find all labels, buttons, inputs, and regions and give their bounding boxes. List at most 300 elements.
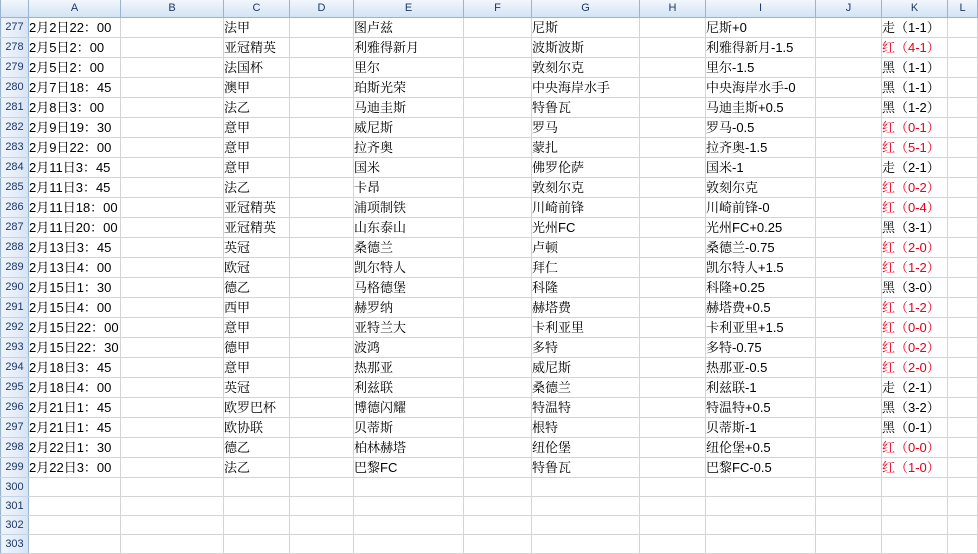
column-header-b[interactable]: B: [121, 0, 224, 17]
cell-b-301[interactable]: [121, 496, 224, 515]
cell-k-286[interactable]: 红（0-4）: [882, 197, 948, 217]
row-header[interactable]: 277: [1, 17, 29, 37]
cell-d-303[interactable]: [290, 534, 354, 553]
cell-h-290[interactable]: [640, 277, 706, 297]
table-row[interactable]: [1, 496, 978, 515]
cell-h-289[interactable]: [640, 257, 706, 277]
cell-e-288[interactable]: 桑德兰: [354, 237, 464, 257]
column-header-a[interactable]: A: [29, 0, 121, 17]
cell-d-277[interactable]: [290, 17, 354, 37]
cell-c-299[interactable]: 法乙: [224, 457, 290, 477]
row-header[interactable]: 297: [1, 417, 29, 437]
cell-e-296[interactable]: 博德闪耀: [354, 397, 464, 417]
cell-f-289[interactable]: [464, 257, 532, 277]
cell-h-288[interactable]: [640, 237, 706, 257]
cell-b-287[interactable]: [121, 217, 224, 237]
cell-e-290[interactable]: 马格德堡: [354, 277, 464, 297]
cell-k-285[interactable]: 红（0-2）: [882, 177, 948, 197]
cell-b-278[interactable]: [121, 37, 224, 57]
cell-b-282[interactable]: [121, 117, 224, 137]
cell-c-294[interactable]: 意甲: [224, 357, 290, 377]
column-header-k[interactable]: K: [882, 0, 948, 17]
cell-d-301[interactable]: [290, 496, 354, 515]
cell-j-300[interactable]: [816, 477, 882, 496]
cell-h-293[interactable]: [640, 337, 706, 357]
cell-l-279[interactable]: [948, 57, 978, 77]
cell-h-284[interactable]: [640, 157, 706, 177]
cell-c-298[interactable]: 德乙: [224, 437, 290, 457]
row-header[interactable]: 303: [1, 534, 29, 553]
row-header[interactable]: 286: [1, 197, 29, 217]
table-row[interactable]: [1, 277, 978, 297]
row-header[interactable]: 302: [1, 515, 29, 534]
cell-a-294[interactable]: 2月18日3：45: [29, 357, 121, 377]
cell-a-298[interactable]: 2月22日1：30: [29, 437, 121, 457]
cell-j-290[interactable]: [816, 277, 882, 297]
table-row[interactable]: [1, 237, 978, 257]
cell-g-300[interactable]: [532, 477, 640, 496]
cell-h-280[interactable]: [640, 77, 706, 97]
cell-b-293[interactable]: [121, 337, 224, 357]
cell-g-289[interactable]: 拜仁: [532, 257, 640, 277]
cell-c-288[interactable]: 英冠: [224, 237, 290, 257]
cell-i-282[interactable]: 罗马-0.5: [706, 117, 816, 137]
cell-j-284[interactable]: [816, 157, 882, 177]
column-header-l[interactable]: L: [948, 0, 978, 17]
cell-h-287[interactable]: [640, 217, 706, 237]
cell-l-296[interactable]: [948, 397, 978, 417]
cell-k-294[interactable]: 红（2-0）: [882, 357, 948, 377]
cell-g-291[interactable]: 赫塔费: [532, 297, 640, 317]
table-row[interactable]: [1, 57, 978, 77]
cell-g-287[interactable]: 光州FC: [532, 217, 640, 237]
cell-c-289[interactable]: 欧冠: [224, 257, 290, 277]
cell-g-293[interactable]: 多特: [532, 337, 640, 357]
cell-a-289[interactable]: 2月13日4：00: [29, 257, 121, 277]
table-row[interactable]: [1, 357, 978, 377]
cell-i-291[interactable]: 赫塔费+0.5: [706, 297, 816, 317]
cell-b-283[interactable]: [121, 137, 224, 157]
cell-h-279[interactable]: [640, 57, 706, 77]
table-row[interactable]: [1, 337, 978, 357]
cell-d-295[interactable]: [290, 377, 354, 397]
cell-j-299[interactable]: [816, 457, 882, 477]
cell-d-284[interactable]: [290, 157, 354, 177]
row-header[interactable]: 301: [1, 496, 29, 515]
cell-d-281[interactable]: [290, 97, 354, 117]
table-row[interactable]: [1, 534, 978, 553]
cell-l-291[interactable]: [948, 297, 978, 317]
cell-d-287[interactable]: [290, 217, 354, 237]
cell-l-285[interactable]: [948, 177, 978, 197]
row-header[interactable]: 300: [1, 477, 29, 496]
cell-c-301[interactable]: [224, 496, 290, 515]
table-row[interactable]: [1, 397, 978, 417]
cell-g-278[interactable]: 波斯波斯: [532, 37, 640, 57]
cell-l-288[interactable]: [948, 237, 978, 257]
cell-g-303[interactable]: [532, 534, 640, 553]
cell-g-288[interactable]: 卢顿: [532, 237, 640, 257]
cell-e-297[interactable]: 贝蒂斯: [354, 417, 464, 437]
cell-e-277[interactable]: 图卢兹: [354, 17, 464, 37]
cell-k-298[interactable]: 红（0-0）: [882, 437, 948, 457]
table-row[interactable]: [1, 257, 978, 277]
cell-k-278[interactable]: 红（4-1）: [882, 37, 948, 57]
row-header[interactable]: 291: [1, 297, 29, 317]
cell-l-281[interactable]: [948, 97, 978, 117]
cell-l-283[interactable]: [948, 137, 978, 157]
cell-g-292[interactable]: 卡利亚里: [532, 317, 640, 337]
cell-k-283[interactable]: 红（5-1）: [882, 137, 948, 157]
cell-a-291[interactable]: 2月15日4：00: [29, 297, 121, 317]
cell-j-289[interactable]: [816, 257, 882, 277]
cell-j-294[interactable]: [816, 357, 882, 377]
cell-e-279[interactable]: 里尔: [354, 57, 464, 77]
row-header[interactable]: 296: [1, 397, 29, 417]
cell-d-291[interactable]: [290, 297, 354, 317]
cell-f-288[interactable]: [464, 237, 532, 257]
cell-a-297[interactable]: 2月21日1：45: [29, 417, 121, 437]
cell-k-296[interactable]: 黑（3-2）: [882, 397, 948, 417]
cell-b-300[interactable]: [121, 477, 224, 496]
cell-h-283[interactable]: [640, 137, 706, 157]
cell-a-286[interactable]: 2月11日18：00: [29, 197, 121, 217]
cell-d-290[interactable]: [290, 277, 354, 297]
cell-f-283[interactable]: [464, 137, 532, 157]
cell-d-285[interactable]: [290, 177, 354, 197]
cell-j-295[interactable]: [816, 377, 882, 397]
cell-l-284[interactable]: [948, 157, 978, 177]
cell-i-300[interactable]: [706, 477, 816, 496]
cell-c-295[interactable]: 英冠: [224, 377, 290, 397]
cell-i-284[interactable]: 国米-1: [706, 157, 816, 177]
cell-a-278[interactable]: 2月5日2：00: [29, 37, 121, 57]
cell-d-282[interactable]: [290, 117, 354, 137]
cell-c-300[interactable]: [224, 477, 290, 496]
table-row[interactable]: [1, 177, 978, 197]
cell-c-293[interactable]: 德甲: [224, 337, 290, 357]
cell-l-290[interactable]: [948, 277, 978, 297]
cell-i-289[interactable]: 凯尔特人+1.5: [706, 257, 816, 277]
cell-l-297[interactable]: [948, 417, 978, 437]
cell-i-288[interactable]: 桑德兰-0.75: [706, 237, 816, 257]
cell-h-291[interactable]: [640, 297, 706, 317]
cell-k-302[interactable]: [882, 515, 948, 534]
cell-e-284[interactable]: 国米: [354, 157, 464, 177]
cell-j-303[interactable]: [816, 534, 882, 553]
cell-g-299[interactable]: 特鲁瓦: [532, 457, 640, 477]
cell-e-294[interactable]: 热那亚: [354, 357, 464, 377]
cell-g-294[interactable]: 威尼斯: [532, 357, 640, 377]
cell-c-291[interactable]: 西甲: [224, 297, 290, 317]
cell-f-291[interactable]: [464, 297, 532, 317]
cell-j-301[interactable]: [816, 496, 882, 515]
cell-a-277[interactable]: 2月2日22：00: [29, 17, 121, 37]
cell-l-295[interactable]: [948, 377, 978, 397]
cell-c-285[interactable]: 法乙: [224, 177, 290, 197]
cell-f-284[interactable]: [464, 157, 532, 177]
select-all-corner[interactable]: [1, 0, 29, 17]
cell-h-277[interactable]: [640, 17, 706, 37]
cell-i-287[interactable]: 光州FC+0.25: [706, 217, 816, 237]
cell-f-295[interactable]: [464, 377, 532, 397]
cell-a-295[interactable]: 2月18日4：00: [29, 377, 121, 397]
cell-c-302[interactable]: [224, 515, 290, 534]
cell-l-293[interactable]: [948, 337, 978, 357]
cell-f-286[interactable]: [464, 197, 532, 217]
cell-i-294[interactable]: 热那亚-0.5: [706, 357, 816, 377]
cell-h-303[interactable]: [640, 534, 706, 553]
cell-j-287[interactable]: [816, 217, 882, 237]
cell-b-289[interactable]: [121, 257, 224, 277]
cell-c-303[interactable]: [224, 534, 290, 553]
cell-d-288[interactable]: [290, 237, 354, 257]
cell-f-294[interactable]: [464, 357, 532, 377]
cell-k-277[interactable]: 走（1-1）: [882, 17, 948, 37]
cell-a-279[interactable]: 2月5日2：00: [29, 57, 121, 77]
row-header[interactable]: 287: [1, 217, 29, 237]
cell-e-278[interactable]: 利雅得新月: [354, 37, 464, 57]
cell-i-283[interactable]: 拉齐奥-1.5: [706, 137, 816, 157]
column-header-g[interactable]: G: [532, 0, 640, 17]
cell-d-302[interactable]: [290, 515, 354, 534]
cell-a-281[interactable]: 2月8日3：00: [29, 97, 121, 117]
cell-i-290[interactable]: 科隆+0.25: [706, 277, 816, 297]
cell-d-297[interactable]: [290, 417, 354, 437]
cell-i-278[interactable]: 利雅得新月-1.5: [706, 37, 816, 57]
cell-e-302[interactable]: [354, 515, 464, 534]
cell-i-292[interactable]: 卡利亚里+1.5: [706, 317, 816, 337]
row-header[interactable]: 283: [1, 137, 29, 157]
cell-j-298[interactable]: [816, 437, 882, 457]
cell-a-282[interactable]: 2月9日19：30: [29, 117, 121, 137]
cell-f-303[interactable]: [464, 534, 532, 553]
cell-c-287[interactable]: 亚冠精英: [224, 217, 290, 237]
table-row[interactable]: [1, 477, 978, 496]
cell-b-284[interactable]: [121, 157, 224, 177]
column-header-d[interactable]: D: [290, 0, 354, 17]
cell-h-299[interactable]: [640, 457, 706, 477]
table-row[interactable]: [1, 117, 978, 137]
cell-e-282[interactable]: 威尼斯: [354, 117, 464, 137]
cell-f-298[interactable]: [464, 437, 532, 457]
cell-b-285[interactable]: [121, 177, 224, 197]
row-header[interactable]: 290: [1, 277, 29, 297]
cell-i-296[interactable]: 特温特+0.5: [706, 397, 816, 417]
cell-f-281[interactable]: [464, 97, 532, 117]
cell-b-299[interactable]: [121, 457, 224, 477]
row-header[interactable]: 285: [1, 177, 29, 197]
cell-i-277[interactable]: 尼斯+0: [706, 17, 816, 37]
cell-d-278[interactable]: [290, 37, 354, 57]
cell-e-291[interactable]: 赫罗纳: [354, 297, 464, 317]
cell-f-297[interactable]: [464, 417, 532, 437]
cell-b-281[interactable]: [121, 97, 224, 117]
column-header-h[interactable]: H: [640, 0, 706, 17]
cell-e-289[interactable]: 凯尔特人: [354, 257, 464, 277]
row-header[interactable]: 284: [1, 157, 29, 177]
cell-i-280[interactable]: 中央海岸水手-0: [706, 77, 816, 97]
cell-b-296[interactable]: [121, 397, 224, 417]
cell-g-283[interactable]: 蒙扎: [532, 137, 640, 157]
cell-g-297[interactable]: 根特: [532, 417, 640, 437]
cell-a-288[interactable]: 2月13日3：45: [29, 237, 121, 257]
row-header[interactable]: 299: [1, 457, 29, 477]
cell-k-295[interactable]: 走（2-1）: [882, 377, 948, 397]
column-header-j[interactable]: J: [816, 0, 882, 17]
cell-d-298[interactable]: [290, 437, 354, 457]
cell-j-296[interactable]: [816, 397, 882, 417]
cell-k-303[interactable]: [882, 534, 948, 553]
cell-k-280[interactable]: 黑（1-1）: [882, 77, 948, 97]
cell-h-295[interactable]: [640, 377, 706, 397]
cell-l-286[interactable]: [948, 197, 978, 217]
cell-i-299[interactable]: 巴黎FC-0.5: [706, 457, 816, 477]
table-row[interactable]: [1, 157, 978, 177]
column-header-c[interactable]: C: [224, 0, 290, 17]
cell-k-289[interactable]: 红（1-2）: [882, 257, 948, 277]
table-row[interactable]: [1, 377, 978, 397]
cell-l-278[interactable]: [948, 37, 978, 57]
row-header[interactable]: 295: [1, 377, 29, 397]
cell-f-277[interactable]: [464, 17, 532, 37]
cell-d-289[interactable]: [290, 257, 354, 277]
cell-j-283[interactable]: [816, 137, 882, 157]
cell-g-277[interactable]: 尼斯: [532, 17, 640, 37]
cell-e-283[interactable]: 拉齐奥: [354, 137, 464, 157]
cell-c-286[interactable]: 亚冠精英: [224, 197, 290, 217]
cell-a-284[interactable]: 2月11日3：45: [29, 157, 121, 177]
cell-g-281[interactable]: 特鲁瓦: [532, 97, 640, 117]
cell-g-296[interactable]: 特温特: [532, 397, 640, 417]
cell-f-282[interactable]: [464, 117, 532, 137]
table-row[interactable]: [1, 77, 978, 97]
cell-l-302[interactable]: [948, 515, 978, 534]
row-header[interactable]: 278: [1, 37, 29, 57]
cell-h-285[interactable]: [640, 177, 706, 197]
cell-a-299[interactable]: 2月22日3：00: [29, 457, 121, 477]
cell-c-281[interactable]: 法乙: [224, 97, 290, 117]
cell-c-282[interactable]: 意甲: [224, 117, 290, 137]
cell-a-292[interactable]: 2月15日22：00: [29, 317, 121, 337]
cell-i-281[interactable]: 马迪圭斯+0.5: [706, 97, 816, 117]
cell-e-281[interactable]: 马迪圭斯: [354, 97, 464, 117]
cell-k-282[interactable]: 红（0-1）: [882, 117, 948, 137]
cell-l-277[interactable]: [948, 17, 978, 37]
cell-h-282[interactable]: [640, 117, 706, 137]
cell-l-282[interactable]: [948, 117, 978, 137]
cell-k-287[interactable]: 黑（3-1）: [882, 217, 948, 237]
cell-h-281[interactable]: [640, 97, 706, 117]
cell-a-290[interactable]: 2月15日1：30: [29, 277, 121, 297]
cell-j-286[interactable]: [816, 197, 882, 217]
cell-f-279[interactable]: [464, 57, 532, 77]
cell-c-297[interactable]: 欧协联: [224, 417, 290, 437]
cell-l-298[interactable]: [948, 437, 978, 457]
cell-f-296[interactable]: [464, 397, 532, 417]
cell-b-277[interactable]: [121, 17, 224, 37]
cell-f-299[interactable]: [464, 457, 532, 477]
cell-h-301[interactable]: [640, 496, 706, 515]
cell-c-296[interactable]: 欧罗巴杯: [224, 397, 290, 417]
row-header[interactable]: 293: [1, 337, 29, 357]
cell-g-282[interactable]: 罗马: [532, 117, 640, 137]
cell-i-302[interactable]: [706, 515, 816, 534]
cell-d-300[interactable]: [290, 477, 354, 496]
cell-e-303[interactable]: [354, 534, 464, 553]
cell-e-300[interactable]: [354, 477, 464, 496]
cell-g-280[interactable]: 中央海岸水手: [532, 77, 640, 97]
cell-e-287[interactable]: 山东泰山: [354, 217, 464, 237]
cell-k-293[interactable]: 红（0-2）: [882, 337, 948, 357]
cell-i-293[interactable]: 多特-0.75: [706, 337, 816, 357]
cell-b-291[interactable]: [121, 297, 224, 317]
cell-j-282[interactable]: [816, 117, 882, 137]
cell-e-295[interactable]: 利兹联: [354, 377, 464, 397]
cell-l-289[interactable]: [948, 257, 978, 277]
cell-e-285[interactable]: 卡昂: [354, 177, 464, 197]
table-row[interactable]: [1, 17, 978, 37]
cell-i-301[interactable]: [706, 496, 816, 515]
cell-f-302[interactable]: [464, 515, 532, 534]
cell-f-280[interactable]: [464, 77, 532, 97]
cell-l-294[interactable]: [948, 357, 978, 377]
cell-g-284[interactable]: 佛罗伦萨: [532, 157, 640, 177]
cell-a-301[interactable]: [29, 496, 121, 515]
cell-a-300[interactable]: [29, 477, 121, 496]
cell-e-298[interactable]: 柏林赫塔: [354, 437, 464, 457]
cell-b-294[interactable]: [121, 357, 224, 377]
cell-k-288[interactable]: 红（2-0）: [882, 237, 948, 257]
cell-d-294[interactable]: [290, 357, 354, 377]
cell-d-293[interactable]: [290, 337, 354, 357]
cell-h-302[interactable]: [640, 515, 706, 534]
cell-j-288[interactable]: [816, 237, 882, 257]
cell-c-292[interactable]: 意甲: [224, 317, 290, 337]
cell-c-280[interactable]: 澳甲: [224, 77, 290, 97]
cell-d-280[interactable]: [290, 77, 354, 97]
cell-h-294[interactable]: [640, 357, 706, 377]
cell-e-280[interactable]: 珀斯光荣: [354, 77, 464, 97]
cell-f-293[interactable]: [464, 337, 532, 357]
cell-a-302[interactable]: [29, 515, 121, 534]
cell-h-278[interactable]: [640, 37, 706, 57]
table-row[interactable]: [1, 37, 978, 57]
row-header[interactable]: 280: [1, 77, 29, 97]
cell-k-297[interactable]: 黑（0-1）: [882, 417, 948, 437]
cell-i-297[interactable]: 贝蒂斯-1: [706, 417, 816, 437]
cell-f-290[interactable]: [464, 277, 532, 297]
cell-h-298[interactable]: [640, 437, 706, 457]
cell-g-302[interactable]: [532, 515, 640, 534]
cell-f-278[interactable]: [464, 37, 532, 57]
cell-j-279[interactable]: [816, 57, 882, 77]
row-header[interactable]: 298: [1, 437, 29, 457]
table-row[interactable]: [1, 417, 978, 437]
column-header-f[interactable]: F: [464, 0, 532, 17]
cell-b-298[interactable]: [121, 437, 224, 457]
cell-j-292[interactable]: [816, 317, 882, 337]
cell-e-299[interactable]: 巴黎FC: [354, 457, 464, 477]
cell-i-285[interactable]: 敦刻尔克: [706, 177, 816, 197]
cell-l-299[interactable]: [948, 457, 978, 477]
cell-f-287[interactable]: [464, 217, 532, 237]
cell-j-302[interactable]: [816, 515, 882, 534]
cell-d-283[interactable]: [290, 137, 354, 157]
cell-k-284[interactable]: 走（2-1）: [882, 157, 948, 177]
cell-i-298[interactable]: 纽伦堡+0.5: [706, 437, 816, 457]
cell-c-279[interactable]: 法国杯: [224, 57, 290, 77]
